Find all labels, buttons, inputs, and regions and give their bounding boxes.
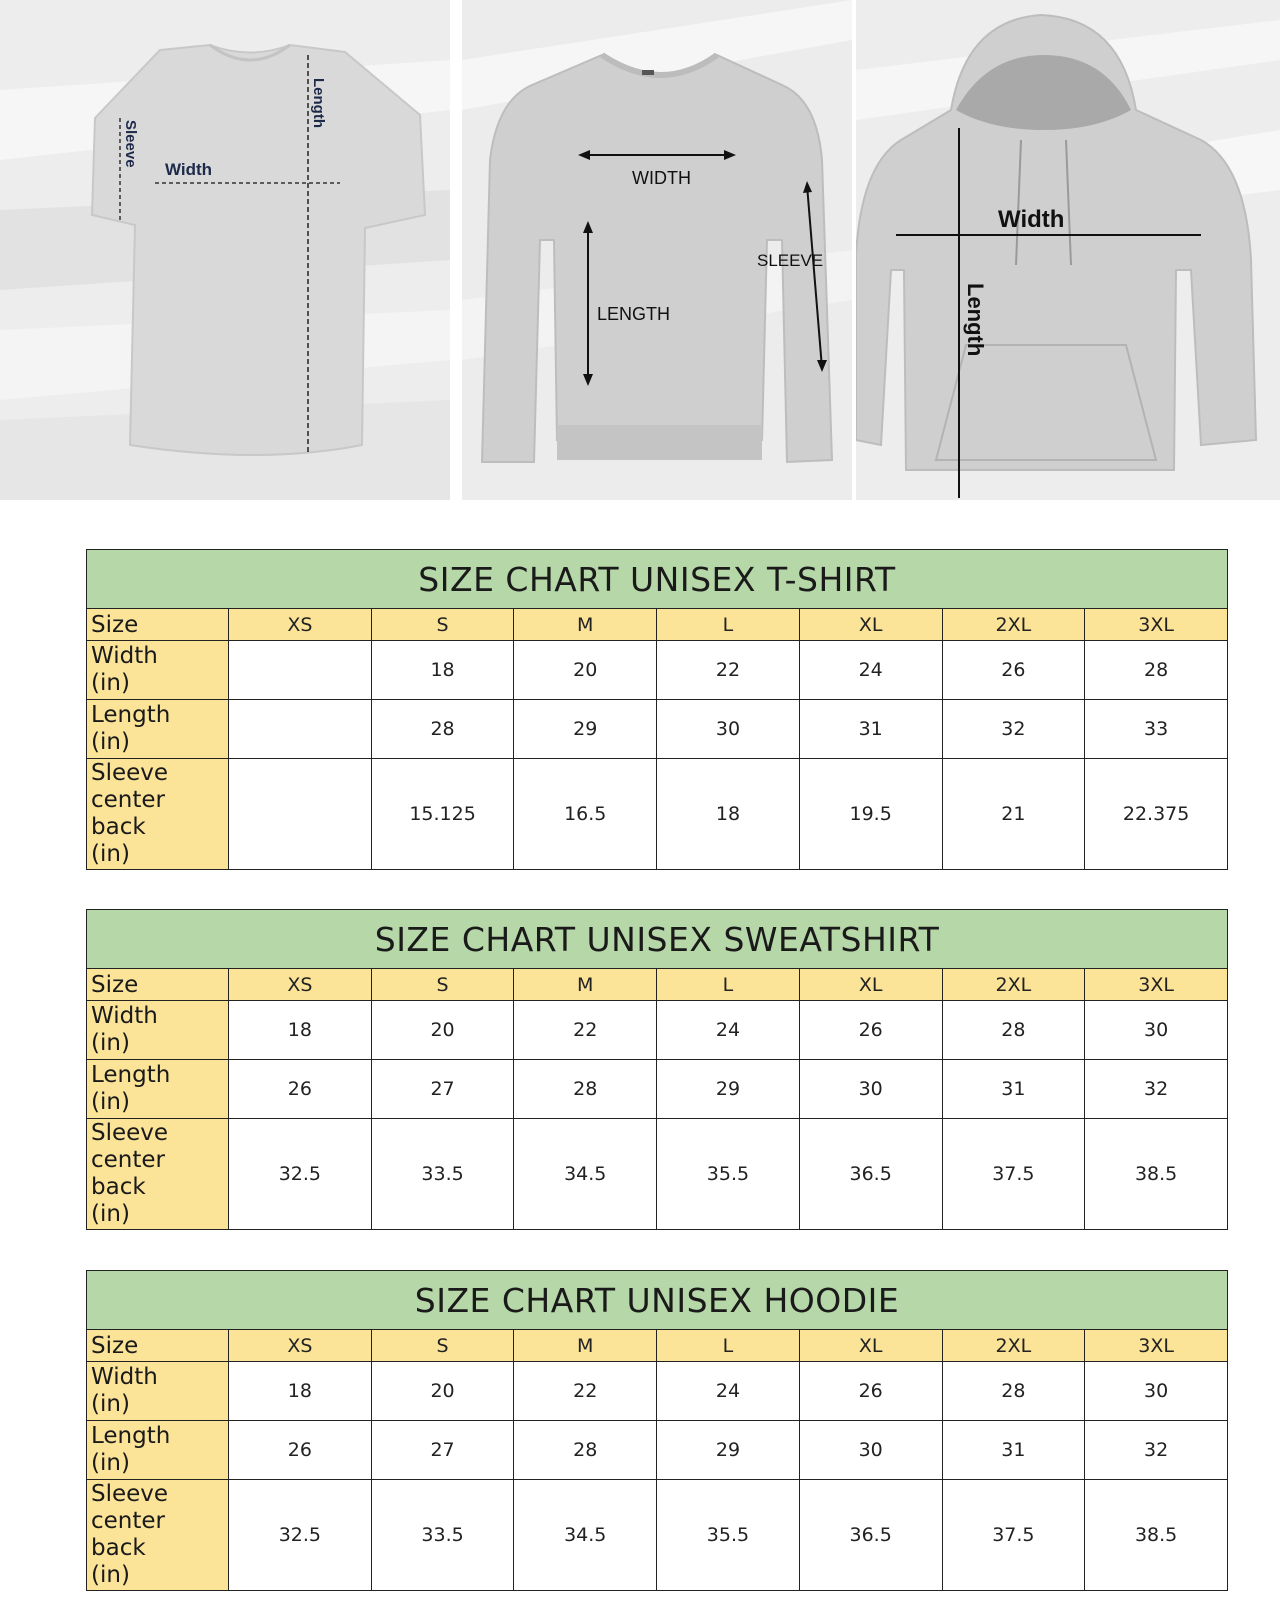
size-label: Size — [87, 609, 229, 641]
cell: 22 — [657, 641, 800, 700]
cell: 26 — [229, 1421, 372, 1480]
cell: 32 — [1085, 1060, 1228, 1119]
cell — [229, 700, 372, 759]
sweatshirt-width-label: WIDTH — [632, 168, 691, 188]
cell: 24 — [657, 1362, 800, 1421]
cell: 36.5 — [799, 1480, 942, 1591]
size-xl: XL — [799, 609, 942, 641]
cell: 24 — [657, 1001, 800, 1060]
cell: 30 — [799, 1060, 942, 1119]
hoodie-length-label: Length — [963, 283, 988, 357]
size-xs: XS — [229, 969, 372, 1001]
size-s: S — [371, 969, 514, 1001]
table-title: SIZE CHART UNISEX SWEATSHIRT — [87, 910, 1228, 969]
cell: 26 — [799, 1001, 942, 1060]
cell: 31 — [942, 1060, 1085, 1119]
cell: 28 — [371, 700, 514, 759]
size-xs: XS — [229, 1330, 372, 1362]
width-label: Width (in) — [87, 1362, 229, 1421]
cell: 37.5 — [942, 1480, 1085, 1591]
cell: 30 — [799, 1421, 942, 1480]
sweatshirt-sleeve-label: SLEEVE — [757, 251, 824, 270]
cell: 35.5 — [657, 1119, 800, 1230]
size-chart-tshirt — [86, 549, 1228, 870]
size-header-row — [87, 609, 1228, 641]
size-2xl: 2XL — [942, 609, 1085, 641]
sleeve-label: Sleeve center back (in) — [87, 759, 229, 870]
size-s: S — [371, 609, 514, 641]
cell: 32 — [942, 700, 1085, 759]
size-3xl: 3XL — [1085, 969, 1228, 1001]
cell: 28 — [1085, 641, 1228, 700]
sleeve-row — [87, 1119, 1228, 1230]
cell: 20 — [371, 1001, 514, 1060]
cell: 28 — [942, 1001, 1085, 1060]
cell: 28 — [514, 1421, 657, 1480]
cell: 30 — [1085, 1001, 1228, 1060]
cell: 26 — [229, 1060, 372, 1119]
width-row — [87, 641, 1228, 700]
cell: 27 — [371, 1421, 514, 1480]
size-l: L — [657, 969, 800, 1001]
cell: 32.5 — [229, 1119, 372, 1230]
cell: 18 — [229, 1001, 372, 1060]
size-xl: XL — [799, 1330, 942, 1362]
cell: 37.5 — [942, 1119, 1085, 1230]
sleeve-label: Sleeve center back (in) — [87, 1119, 229, 1230]
cell: 28 — [942, 1362, 1085, 1421]
cell: 30 — [1085, 1362, 1228, 1421]
length-label: Length (in) — [87, 1421, 229, 1480]
width-label: Width (in) — [87, 1001, 229, 1060]
cell: 15.125 — [371, 759, 514, 870]
cell: 22 — [514, 1001, 657, 1060]
cell: 24 — [799, 641, 942, 700]
size-label: Size — [87, 969, 229, 1001]
size-l: L — [657, 609, 800, 641]
cell: 26 — [942, 641, 1085, 700]
cell: 18 — [229, 1362, 372, 1421]
cell: 29 — [657, 1060, 800, 1119]
hoodie-width-label: Width — [998, 206, 1065, 233]
size-2xl: 2XL — [942, 969, 1085, 1001]
cell: 33.5 — [371, 1119, 514, 1230]
width-row — [87, 1001, 1228, 1060]
size-header-row — [87, 1330, 1228, 1362]
cell: 29 — [514, 700, 657, 759]
table-title: SIZE CHART UNISEX T-SHIRT — [87, 550, 1228, 609]
tshirt-width-label: Width — [165, 160, 213, 179]
size-xs: XS — [229, 609, 372, 641]
hoodie-illustration — [856, 0, 1280, 500]
cell: 38.5 — [1085, 1480, 1228, 1591]
size-2xl: 2XL — [942, 1330, 1085, 1362]
sweatshirt-illustration — [462, 0, 852, 500]
size-m: M — [514, 609, 657, 641]
size-m: M — [514, 969, 657, 1001]
tshirt-illustration — [0, 0, 450, 500]
sleeve-row — [87, 759, 1228, 870]
size-xl: XL — [799, 969, 942, 1001]
length-row — [87, 700, 1228, 759]
cell: 30 — [657, 700, 800, 759]
cell: 33.5 — [371, 1480, 514, 1591]
cell: 18 — [371, 641, 514, 700]
length-row — [87, 1060, 1228, 1119]
sweatshirt-diagram — [462, 0, 852, 500]
cell: 31 — [799, 700, 942, 759]
tshirt-diagram — [0, 0, 450, 500]
tshirt-length-label: Length — [310, 78, 327, 128]
cell: 34.5 — [514, 1119, 657, 1230]
cell: 22.375 — [1085, 759, 1228, 870]
size-header-row — [87, 969, 1228, 1001]
cell: 34.5 — [514, 1480, 657, 1591]
size-chart-hoodie — [86, 1270, 1228, 1591]
cell: 19.5 — [799, 759, 942, 870]
sweatshirt-length-label: LENGTH — [597, 304, 671, 324]
cell: 18 — [657, 759, 800, 870]
size-s: S — [371, 1330, 514, 1362]
cell: 33 — [1085, 700, 1228, 759]
table-title: SIZE CHART UNISEX HOODIE — [87, 1271, 1228, 1330]
hoodie-diagram — [856, 0, 1280, 500]
cell: 27 — [371, 1060, 514, 1119]
cell: 38.5 — [1085, 1119, 1228, 1230]
cell — [229, 641, 372, 700]
sleeve-row — [87, 1480, 1228, 1591]
tshirt-sleeve-label: Sleeve — [122, 120, 139, 168]
sleeve-label: Sleeve center back (in) — [87, 1480, 229, 1591]
garment-diagrams — [0, 0, 1280, 500]
size-m: M — [514, 1330, 657, 1362]
width-row — [87, 1362, 1228, 1421]
cell: 35.5 — [657, 1480, 800, 1591]
cell: 22 — [514, 1362, 657, 1421]
cell: 20 — [514, 641, 657, 700]
cell: 28 — [514, 1060, 657, 1119]
cell: 32 — [1085, 1421, 1228, 1480]
size-l: L — [657, 1330, 800, 1362]
cell: 20 — [371, 1362, 514, 1421]
cell: 31 — [942, 1421, 1085, 1480]
size-3xl: 3XL — [1085, 609, 1228, 641]
cell: 26 — [799, 1362, 942, 1421]
cell: 16.5 — [514, 759, 657, 870]
size-chart-sweatshirt — [86, 909, 1228, 1230]
length-label: Length (in) — [87, 1060, 229, 1119]
length-label: Length (in) — [87, 700, 229, 759]
cell: 29 — [657, 1421, 800, 1480]
cell: 36.5 — [799, 1119, 942, 1230]
cell — [229, 759, 372, 870]
cell: 32.5 — [229, 1480, 372, 1591]
size-3xl: 3XL — [1085, 1330, 1228, 1362]
cell: 21 — [942, 759, 1085, 870]
length-row — [87, 1421, 1228, 1480]
size-label: Size — [87, 1330, 229, 1362]
width-label: Width (in) — [87, 641, 229, 700]
